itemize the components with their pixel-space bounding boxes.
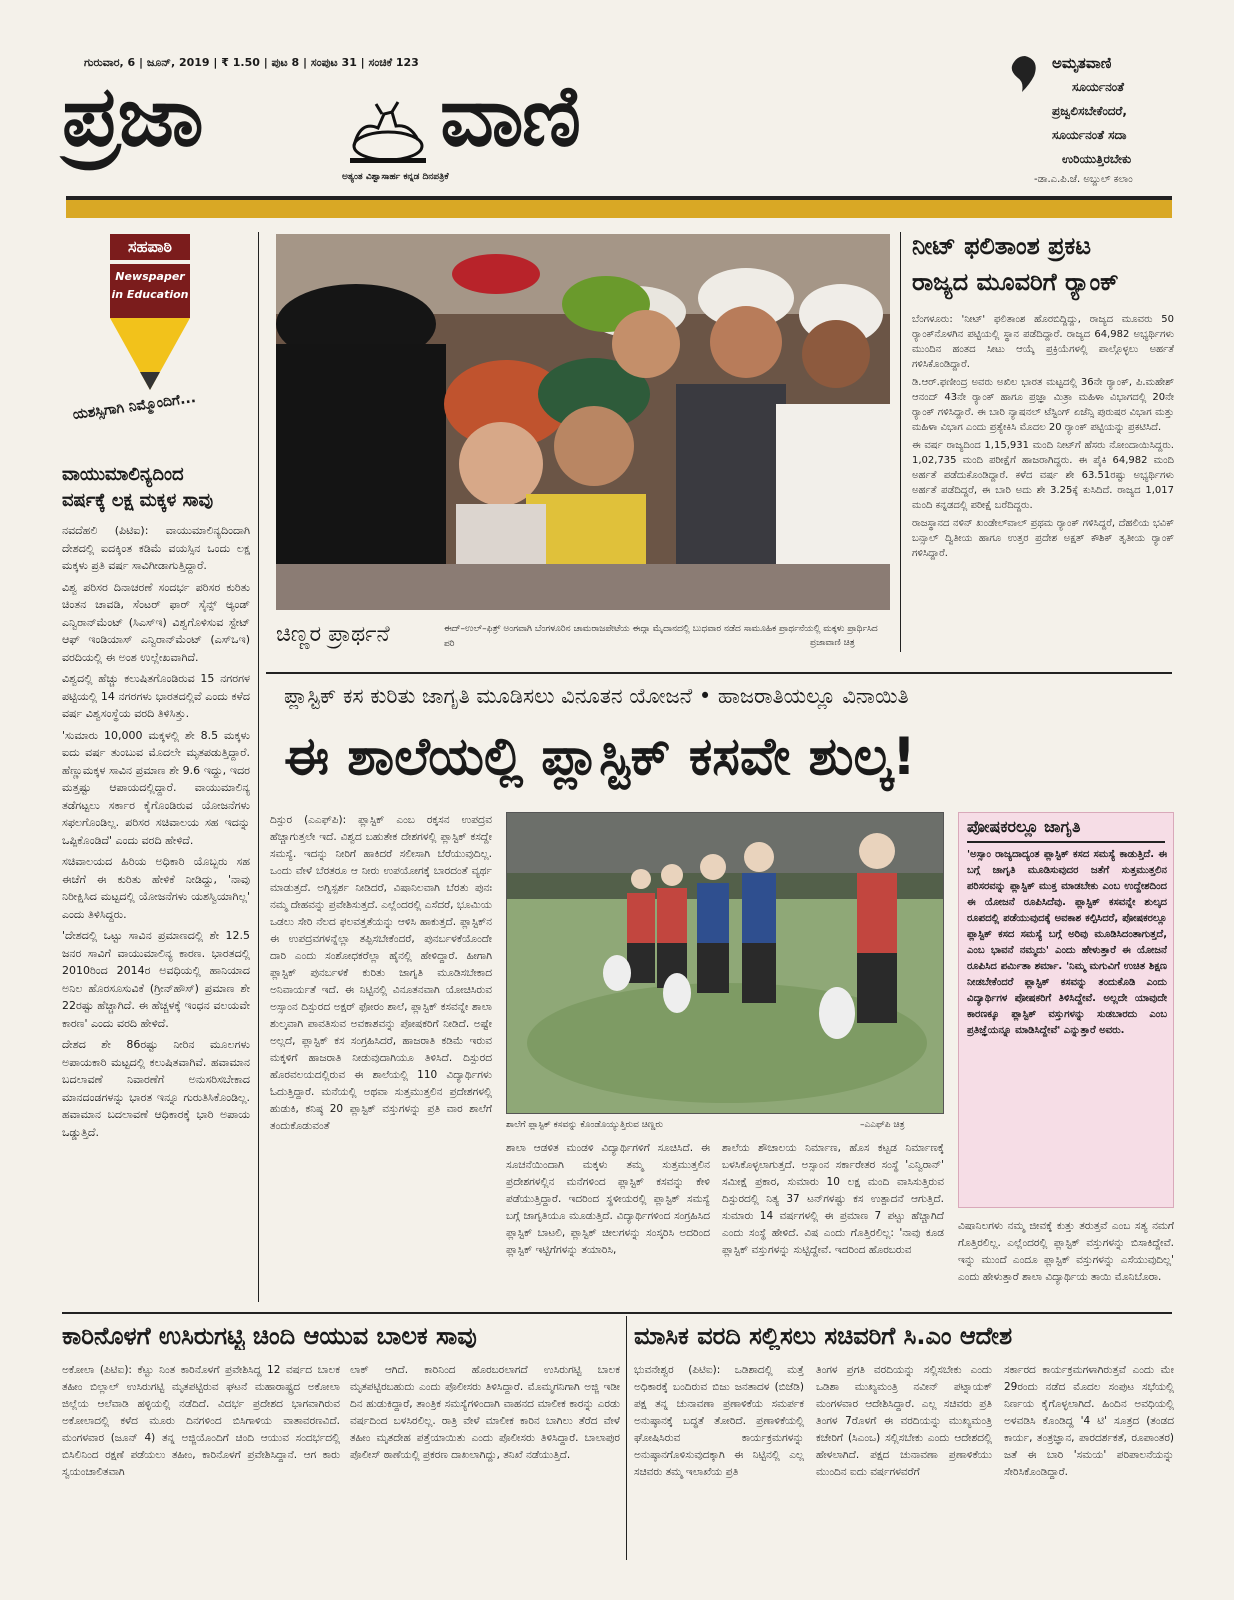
- quote-line-2: ಪ್ರಜ್ವಲಿಸಬೇಕೆಂದರೆ,: [1052, 104, 1127, 118]
- sidebar-rule: [967, 841, 1165, 843]
- pollution-paragraph: ನವದೆಹಲಿ (ಪಿಟಿಐ): ವಾಯುಮಾಲಿನ್ಯದಿಂದಾಗಿ ದೇಶದಲ್ಲಿ ಐದಕ್ಕಿಂತ ಕಡಿಮೆ ವಯಸ್ಸಿನ ಒಂದು ಲಕ್ಷ ಮಕ್ಕಳು ಪ್ರತಿ ವರ್ಷ ಸಾವಿಗೀಡಾಗುತ್ತಿದ್ದಾರೆ.: [62, 524, 250, 572]
- plastic-headline: ಈ ಶಾಲೆಯಲ್ಲಿ ಪ್ಲಾಸ್ಟಿಕ್ ಕಸವೇ ಶುಲ್ಕ!: [284, 727, 916, 787]
- sahapati-logo: [62, 234, 252, 454]
- quote-author: -ಡಾ.ಎ.ಪಿ.ಜೆ. ಅಬ್ದುಲ್ ಕಲಾಂ: [1034, 174, 1133, 185]
- pollution-paragraph: 'ಸುಮಾರು 10,000 ಮಕ್ಕಳಲ್ಲಿ ಶೇ 8.5 ಮಕ್ಕಳು ಐದು ವರ್ಷ ತುಂಬುವ ಮೊದಲೇ ಮೃತಪಡುತ್ತಿದ್ದಾರೆ. ಹೆಣ್ಣುಮಕ್ಕಳ ಸಾವಿನ ಪ್ರಮಾಣ ಶೇ 9.6 ಇದ್ದು, ಇದರ ಮತ್ತಷ್ಟು ಆಪಾಯದಲ್ಲಿದ್ದಾರೆ. ವಾಯುಮಾಲಿನ್ಯ ತಡೆಗಟ್ಟಲು ಸರ್ಕಾರ ಕೈಗೊಂಡಿರುವ ಯೋಜನೆಗಳು ಸಫಲಗೊಂಡಿಲ್ಲ. ಪರಿಸರ ಸಚಿವಾಲಯ ಸಹ ಇದನ್ನು ಒಪ್ಪಿಕೊಂಡಿದೆ' ಎಂದು ವರದಿ ಹೇಳಿದೆ.: [62, 728, 250, 847]
- section-rule: [62, 1312, 1172, 1314]
- plastic-article-col2: ಶಾಲಾ ಆಡಳಿತ ಮಂಡಳಿ ವಿದ್ಯಾರ್ಥಿಗಳಿಗೆ ಸೂಚಿಸಿದೆ. ಈ ಸೂಚನೆಯಿಂದಾಗಿ ಮಕ್ಕಳು ತಮ್ಮ ಸುತ್ತಮುತ್ತಲಿನ ಪ್ರದೇಶಗಳಲ್ಲಿನ ಮನೆಗಳಿಂದ ಪ್ಲಾಸ್ಟಿಕ್ ಕಸವನ್ನು ಕೇಳಿ ಪಡೆಯುತ್ತಿದ್ದಾರೆ. ಇದರಿಂದ ಸ್ಥಳೀಯರಲ್ಲಿ ಪ್ಲಾಸ್ಟಿಕ್ ಸಮಸ್ಯೆ ಬಗ್ಗೆ ಜಾಗೃತಿಯೂ ಮೂಡುತ್ತಿದೆ. ವಿದ್ಯಾರ್ಥಿಗಳಿಂದ ಸಂಗ್ರಹಿಸಿದ ಪ್ಲಾಸ್ಟಿಕ್ ಬಾಟಲಿ, ಪ್ಲಾಸ್ಟಿಕ್ ಚೀಲಗಳನ್ನು ಸಂಸ್ಕರಿಸಿ ಅದರಿಂದ ಪ್ಲಾಸ್ಟಿಕ್ ಇಟ್ಟಿಗೆಗಳನ್ನು ತಯಾರಿಸಿ,: [506, 1142, 710, 1256]
- dateline: ಗುರುವಾರ, 6 | ಜೂನ್, 2019 | ₹ 1.50 | ಪುಟ 8 | ಸಂಪುಟ 31 | ಸಂಚಿಕೆ 123: [84, 56, 419, 69]
- sahapati-slogan: ಯಶಸ್ಸಿಗಾಗಿ ನಿಮ್ಮೊಂದಿಗೆ...: [71, 390, 197, 424]
- nandi-logo: [340, 100, 435, 168]
- pollution-paragraph: ವಿಶ್ವದಲ್ಲಿ ಹೆಚ್ಚು ಕಲುಷಿತಗೊಂಡಿರುವ 15 ನಗರಗಳ ಪಟ್ಟಿಯಲ್ಲಿ 14 ನಗರಗಳು ಭಾರತದಲ್ಲಿವೆ ಎಂದು ಕಳೆದ ವರ್ಷ ವಿಶ್ವಸಂಸ್ಥೆಯ ವರದಿ ತಿಳಿಸಿತ್ತು.: [62, 672, 250, 720]
- cm-article-col2: ತಿಂಗಳ ಪ್ರಗತಿ ವರದಿಯನ್ನು ಸಲ್ಲಿಸಬೇಕು ಎಂದು ಒಡಿಶಾ ಮುಖ್ಯಮಂತ್ರಿ ನವೀನ್ ಪಟ್ನಾಯಕ್ ಮಂಗಳವಾರ ಆದೇಶಿಸಿದ್ದಾರೆ. ಎಲ್ಲ ಸಚಿವರು ಪ್ರತಿ ತಿಂಗಳ 7ರೊಳಗೆ ಈ ವರದಿಯನ್ನು ಮುಖ್ಯಮಂತ್ರಿ ಕಚೇರಿಗೆ (ಸಿಎಂಒ) ಸಲ್ಲಿಸಬೇಕು ಎಂದು ಆದೇಶದಲ್ಲಿ ಹೇಳಲಾಗಿದೆ. ಪಕ್ಷದ ಚುನಾವಣಾ ಪ್ರಣಾಳಿಕೆಯು ಮುಂದಿನ ಐದು ವರ್ಷಗಳವರೆಗೆ: [816, 1364, 992, 1478]
- school-children-photo: [506, 812, 944, 1114]
- quote-line-3: ಸೂರ್ಯನಂತೆ ಸದಾ: [1052, 128, 1127, 142]
- prayer-caption: ಈದ್–ಉಲ್–ಫಿತ್ರ್ ಅಂಗವಾಗಿ ಬೆಂಗಳೂರಿನ ಚಾಮರಾಜಪೇಟೆಯ ಈದ್ಗಾ ಮೈದಾನದಲ್ಲಿ ಬುಧವಾರ ನಡೆದ ಸಾಮೂಹಿಕ ಪ್ರಾರ್ಥನೆಯಲ್ಲಿ ಮಕ್ಕಳು ಪ್ರಾರ್ಥಿಸಿದ ಪರಿ: [444, 624, 878, 649]
- newspaper-title-right: ವಾಣಿ: [440, 67, 580, 165]
- plastic-kicker: ಪ್ಲಾಸ್ಟಿಕ್ ಕಸ ಕುರಿತು ಜಾಗೃತಿ ಮೂಡಿಸಲು ವಿನೂತನ ಯೋಜನೆ • ಹಾಜರಾತಿಯಲ್ಲೂ ವಿನಾಯಿತಿ: [284, 684, 909, 708]
- neet-headline-1: ನೀಟ್ ಫಲಿತಾಂಶ ಪ್ರಕಟ: [912, 232, 1092, 260]
- car-headline: ಕಾರಿನೊಳಗೆ ಉಸಿರುಗಟ್ಟಿ ಚಿಂದಿ ಆಯುವ ಬಾಲಕ ಸಾವು: [62, 1322, 477, 1350]
- school-photo-caption: ಶಾಲೆಗೆ ಪ್ಲಾಸ್ಟಿಕ್ ಕಸವನ್ನು ಕೊಂಡೊಯ್ಯುತ್ತಿರುವ ಚಿಣ್ಣರು: [506, 1120, 664, 1130]
- cm-headline: ಮಾಸಿಕ ವರದಿ ಸಲ್ಲಿಸಲು ಸಚಿವರಿಗೆ ಸಿ.ಎಂ ಆದೇಶ: [634, 1322, 1013, 1350]
- pollution-paragraph: 'ದೇಶದಲ್ಲಿ ಒಟ್ಟು ಸಾವಿನ ಪ್ರಮಾಣದಲ್ಲಿ ಶೇ 12.5 ಜನರ ಸಾವಿಗೆ ವಾಯುಮಾಲಿನ್ಯ ಕಾರಣ. ಭಾರತದಲ್ಲಿ 2010ರಿಂದ 2014ರ ಅವಧಿಯಲ್ಲಿ ಹಾನಿಯಾದ ಅನಿಲ ಹೊರಸೂಸುವಿಕೆ (ಗ್ರೀನ್‌ಹೌಸ್) ಪ್ರಮಾಣ ಶೇ 22ರಷ್ಟು ಹೆಚ್ಚಾಗಿದೆ. ಈ ಹೆಚ್ಚಳಕ್ಕೆ ಇಂಧನ ವಲಯವೇ ಕಾರಣ' ಎಂದು ವರದಿ ಹೇಳಿದೆ.: [62, 929, 250, 1030]
- sidebar-title: ಪೋಷಕರಲ್ಲೂ ಜಾಗೃತಿ: [967, 817, 1081, 836]
- sahapati-title: ಸಹಪಾಠಿ: [110, 234, 190, 260]
- pollution-paragraph: ವಿಶ್ವ ಪರಿಸರ ದಿನಾಚರಣೆ ಸಂದರ್ಭ ಪರಿಸರ ಕುರಿತು ಚಿಂತನ ಚಾವಡಿ, ಸೆಂಟರ್ ಫಾರ್ ಸೈನ್ಸ್ ಆ್ಯಂಡ್ ಎನ್ವಿರಾನ್‌ಮೆಂಟ್ (ಸಿಎಸ್ಇ) ವಿಶ್ವಗೊಳಿಸುವ ಸ್ಟೇಟ್ ಆಫ್ ಇಂಡಿಯಾಸ್ ಎನ್ವಿರಾನ್‌ಮೆಂಟ್ (ಎಸ್‌ಒಇ) ವರದಿಯಲ್ಲಿ ಈ ಅಂಶ ಉಲ್ಲೇಖವಾಗಿದೆ.: [62, 580, 250, 664]
- neet-paragraph: ಈ ವರ್ಷ ರಾಜ್ಯದಿಂದ 1,15,931 ಮಂದಿ ನೀಟ್‌ಗೆ ಹೆಸರು ನೋಂದಾಯಿಸಿದ್ದರು. 1,02,735 ಮಂದಿ ಪರೀಕ್ಷೆಗೆ ಹಾಜರಾಗಿದ್ದರು. ಈ ಪೈಕಿ 64,982 ಮಂದಿ ಅರ್ಹತೆ ಪಡೆದುಕೊಂಡಿದ್ದಾರೆ. ಕಳೆದ ವರ್ಷ ಶೇ 63.51ರಷ್ಟು ಅಭ್ಯರ್ಥಿಗಳು ಅರ್ಹತೆ ಪಡೆದಿದ್ದರೆ, ಈ ಬಾರಿ ಅದು ಶೇ 3.25ಕ್ಕೆ ಕುಸಿದಿದೆ. ರಾಜ್ಯದ 1,017 ಮಂದಿ ಕನ್ನಡದಲ್ಲಿ ಪರೀಕ್ಷೆ ಬರೆದಿದ್ದರು.: [912, 440, 1174, 511]
- section-rule: [266, 672, 1172, 674]
- neet-article: [912, 312, 1174, 664]
- prayer-photo: [276, 234, 890, 610]
- school-photo-credit: –ಎಎಫ್‌ಪಿ ಚಿತ್ರ: [860, 1120, 905, 1130]
- car-article-col1: ಅಕೋಲಾ (ಪಿಟಿಐ): ಕೆಟ್ಟು ನಿಂತ ಕಾರಿನೊಳಗೆ ಪ್ರವೇಶಿಸಿದ್ದ 12 ವರ್ಷದ ಬಾಲಕ ತಹೀಂ ಬಿಲ್ಲಾಲ್ ಉಸಿರುಗಟ್ಟಿ ಮೃತಪಟ್ಟಿರುವ ಘಟನೆ ಮಹಾರಾಷ್ಟ್ರದ ಅಕೋಲಾ ಜಿಲ್ಲೆಯ ಆಲೆವಾಡಿ ಹಳ್ಳಿಯಲ್ಲಿ ನಡೆದಿದೆ. ವಿದರ್ಭ ಪ್ರದೇಶದ ಭಾಗವಾಗಿರುವ ಅಕೋಲಾದಲ್ಲಿ ಕಳೆದ ಮೂರು ದಿನಗಳಿಂದ ಬಿಸಿಗಾಳಿಯ ವಾತಾವರಣವಿದೆ. ಮಂಗಳವಾರ (ಜೂನ್ 4) ತನ್ನ ಅಜ್ಜಿಯೊಂದಿಗೆ ಚಿಂದಿ ಆಯುವ ಸಂದರ್ಭದಲ್ಲಿ ಬಿಸಿಲಿನಿಂದ ರಕ್ಷಣೆ ಪಡೆಯಲು ತಹೀಂ, ಕಾರಿನೊಳಗೆ ಪ್ರವೇಶಿಸಿದ್ದಾನೆ. ಆಗ ಕಾರು ಸ್ವಯಂಚಾಲಿತವಾಗಿ: [62, 1364, 340, 1478]
- quote-line-1: ಸೂರ್ಯನಂತೆ: [1072, 80, 1124, 94]
- pollution-headline-1: ವಾಯುಮಾಲಿನ್ಯದಿಂದ: [62, 464, 184, 485]
- quote-title: ಅಮೃತವಾಣಿ: [1052, 54, 1112, 72]
- pollution-paragraph: ಸಚಿವಾಲಯದ ಹಿರಿಯ ಅಧಿಕಾರಿ ಯೊಬ್ಬರು ಸಹ ಈಚೆಗೆ ಈ ಕುರಿತು ಹೇಳಿಕೆ ನೀಡಿದ್ದು, 'ನಾವು ನಿರೀಕ್ಷಿಸಿದ ಮಟ್ಟದಲ್ಲಿ ಯೋಜನೆಗಳು ಯಶಸ್ವಿಯಾಗಿಲ್ಲ' ಎಂದು ತಿಳಿಸಿದ್ದರು.: [62, 855, 250, 921]
- neet-paragraph: ರಾಜಸ್ಥಾನದ ನಳಿನ್ ಖಂಡೇಲ್‌ವಾಲ್ ಪ್ರಥಮ ರ‍್ಯಾಂಕ್ ಗಳಿಸಿದ್ದರೆ, ದೆಹಲಿಯ ಭವಿಕ್ ಬನ್ಸಾಲ್ ದ್ವಿತೀಯ ಹಾಗೂ ಉತ್ತರ ಪ್ರದೇಶ ಅಕ್ಷತ್ ಕೌಶಿಕ್ ತೃತೀಯ ರ‍್ಯಾಂಕ್ ಗಳಿಸಿದ್ದಾರೆ.: [912, 518, 1174, 559]
- plastic-article-col4: ವಿಷಾನಿಲಗಳು ನಮ್ಮ ಜೀವಕ್ಕೆ ಕುತ್ತು ತರುತ್ತವೆ ಎಂಬ ಸತ್ಯ ನಮಗೆ ಗೊತ್ತಿರಲಿಲ್ಲ. ಎಲ್ಲೆಂದರಲ್ಲಿ ಪ್ಲಾಸ್ಟಿಕ್ ವಸ್ತುಗಳನ್ನು ಬಿಸಾಕಿದ್ದೇವೆ. ಇನ್ನು ಮುಂದೆ ಎಂದೂ ಪ್ಲಾಸ್ಟಿಕ್ ವಸ್ತುಗಳನ್ನು ಎಸೆಯುವುದಿಲ್ಲ' ಎಂದು ಹೇಳುತ್ತಾರೆ ಶಾಲಾ ವಿದ್ಯಾರ್ಥಿಯ ತಾಯಿ ಮೊನಿಬೊರಾ.: [958, 1220, 1174, 1283]
- tagline: ಅತ್ಯಂತ ವಿಶ್ವಾಸಾರ್ಹ ಕನ್ನಡ ದಿನಪತ್ರಿಕೆ: [342, 172, 449, 182]
- pollution-headline-2: ವರ್ಷಕ್ಕೆ ಲಕ್ಷ ಮಕ್ಕಳ ಸಾವು: [62, 490, 214, 511]
- plastic-article-col1: ದಿಸ್ಪುರ (ಎಎಫ್‌ಪಿ): ಪ್ಲಾಸ್ಟಿಕ್ ಎಂಬ ರಕ್ಕಸನ ಉಪದ್ರವ ಹೆಚ್ಚಾಗುತ್ತಲೇ ಇದೆ. ವಿಶ್ವದ ಬಹುತೇಕ ದೇಶಗಳಲ್ಲಿ ಪ್ಲಾಸ್ಟಿಕ್ ಕಸದ್ದೇ ಸಮಸ್ಯೆ. ಇದನ್ನು ನೀರಿಗೆ ಹಾಕಿದರೆ ಸಲೀಸಾಗಿ ಬೆರೆಯುವುದಿಲ್ಲ. ಒಂದು ವೇಳೆ ಬೆರತರೂ ಆ ನೀರು ಉಪಯೋಗಕ್ಕೆ ಬಾರದಂತೆ ವ್ಯರ್ಥ ಮಾಡುತ್ತದೆ. ಅಗ್ನಿಸ್ಪರ್ಶ ನೀಡಿದರೆ, ವಿಷಾನಿಲವಾಗಿ ಬೆರತು ಪುನಃ ನಮ್ಮ ದೇಹವನ್ನು ಪ್ರವೇಶಿಸುತ್ತದೆ. ಎಲ್ಲೆಂದರಲ್ಲಿ ಎಸೆದರೆ, ಭೂಮಿಯ ಒಡಲು ಸೇರಿ ನೆಲದ ಫಲವತ್ತತೆಯನ್ನು ಆಳಿಸಿ ಹಾಕುತ್ತದೆ. ಪ್ಲಾಸ್ಟಿಕ್‌ನ ಈ ಉಪದ್ರವಗಳನ್ನೆಲ್ಲಾ ತಪ್ಪಿಸಬೇಕೆಂದರೆ, ಪುನರ್ಬಳಕೆಯೊಂದೇ ದಾರಿ ಎಂದು ಸಂಶೋಧಕರೆಲ್ಲಾ ಹೈನಲ್ಲಿ ಹೇಳಿದ್ದಾರೆ. ಹೀಗಾಗಿ ಪ್ಲಾಸ್ಟಿಕ್ ಪುನರ್ಬಳಕೆ ಕುರಿತು ಜಾಗೃತಿ ಮೂಡಿಸಬೇಕಾದ ಅನಿವಾರ್ಯತೆ ಇದೆ. ಈ ನಿಟ್ಟಿನಲ್ಲಿ ವಿನೂತನವಾಗಿ ಯೋಚಿಸಿರುವ ಅಸ್ಸಾಂನ ದಿಸ್ಪುರದ ಅಕ್ಷರ್ ಫೋರಂ ಶಾಲೆ, ಪ್ಲಾಸ್ಟಿಕ್ ಕಸವನ್ನೇ ಶಾಲಾ ಶುಲ್ಕವಾಗಿ ಪಾವತಿಸುವ ಅವಕಾಶವನ್ನು ಪೋಷಕರಿಗೆ ನೀಡಿದೆ. ಅಷ್ಟೇ ಅಲ್ಲದೆ, ಪ್ಲಾಸ್ಟಿಕ್ ಕಸ ಸಂಗ್ರಹಿಸಿದರೆ, ಹಾಜರಾತಿ ಕಡಿಮೆ ಇರುವ ಮಕ್ಕಳಿಗೆ ಹಾಜರಾತಿ ನೀಡುವುದಾಗಿಯೂ ತಿಳಿಸಿದೆ. ದಿಸ್ಪುರದ ಹೊರವಲಯದಲ್ಲಿರುವ ಈ ಶಾಲೆಯಲ್ಲಿ 110 ವಿದ್ಯಾರ್ಥಿಗಳು ಓದುತ್ತಿದ್ದಾರೆ. ಮನೆಯಲ್ಲಿ ಅಥವಾ ಸುತ್ತಮುತ್ತಲಿನ ಪ್ರದೇಶಗಳಲ್ಲಿ ಹುಡುಕಿ, ಕನಿಷ್ಠ 20 ಪ್ಲಾಸ್ಟಿಕ್ ವಸ್ತುಗಳನ್ನು ಪ್ರತಿ ವಾರ ಶಾಲೆಗೆ ತಂದುಕೊಡುವಂತೆ: [270, 814, 492, 1132]
- masthead: [62, 40, 1172, 220]
- column-divider: [626, 1316, 627, 1560]
- prayer-photo-credit: ಪ್ರಜಾವಾಣಿ ಚಿತ್ರ: [810, 638, 855, 648]
- car-article-col2: ಲಾಕ್ ಆಗಿದೆ. ಕಾರಿನಿಂದ ಹೊರಬರಲಾಗದೆ ಉಸಿರುಗಟ್ಟಿ ಬಾಲಕ ಮೃತಪಟ್ಟಿರಬಹುದು ಎಂದು ಪೊಲೀಸರು ತಿಳಿಸಿದ್ದಾರೆ. ಮೊಮ್ಮಗನಿಗಾಗಿ ಅಜ್ಜಿ ಇಡೀ ದಿನ ಹುಡುಕಿದ್ದಾರೆ, ತಾಂತ್ರಿಕ ಸಮಸ್ಯೆಗಳಿಂದಾಗಿ ವಾಹನದ ಮಾಲೀಕ ಕಾರನ್ನು ಎರಡು ವರ್ಷದಿಂದ ಬಳಸಿರಲಿಲ್ಲ. ರಾತ್ರಿ ವೇಳೆ ಮಾಲೀಕ ಕಾರಿನ ಬಾಗಿಲು ತೆರೆದ ವೇಳೆ ತಹೀಂ ಮೃತದೇಹ ಪತ್ತೆಯಾಯಿತು ಎಂದು ಪೊಲೀಸರು ತಿಳಿಸಿದ್ದಾರೆ. ಬಾಲಾಪುರ ಪೊಲೀಸ್ ಠಾಣೆಯಲ್ಲಿ ಪ್ರಕರಣ ದಾಖಲಾಗಿದ್ದು, ತನಿಖೆ ನಡೆಯುತ್ತಿದೆ.: [350, 1364, 620, 1461]
- pollution-paragraph: ದೇಶದ ಶೇ 86ರಷ್ಟು ನೀರಿನ ಮೂಲಗಳು ಅಪಾಯಕಾರಿ ಮಟ್ಟದಲ್ಲಿ ಕಲುಷಿತವಾಗಿವೆ. ಹವಾಮಾನ ಬದಲಾವಣೆ ನಿವಾರಣೆಗೆ ಅನುಸರಿಸಬೇಕಾದ ಮಾನದಂಡಗಳನ್ನು ಭಾರತ ಇನ್ನೂ ಗುರುತಿಸಿಕೊಂಡಿಲ್ಲ. ಹವಾಮಾನ ಬದಲಾವಣೆ ಆಧಿಕಾರಕ್ಕೆ ಭಾರಿ ಅಪಾಯ ಒಡ್ಡುತ್ತಿದೆ.: [62, 1038, 250, 1139]
- parents-sidebar: [958, 812, 1174, 1208]
- plastic-article-col3: ಶಾಲೆಯ ಶೌಚಾಲಯ ನಿರ್ಮಾಣ, ಹೊಸ ಕಟ್ಟಡ ನಿರ್ಮಾಣಕ್ಕೆ ಬಳಸಿಕೊಳ್ಳಲಾಗುತ್ತದೆ. ಅಸ್ಸಾಂನ ಸರ್ಕಾರೇತರ ಸಂಸ್ಥೆ 'ಎನ್ವಿರಾನ್' ಸಮೀಕ್ಷೆ ಪ್ರಕಾರ, ಸುಮಾರು 10 ಲಕ್ಷ ಮಂದಿ ವಾಸಿಸುತ್ತಿರುವ ದಿಸ್ಪುರದಲ್ಲಿ ನಿತ್ಯ 37 ಟನ್‌ಗಳಷ್ಟು ಕಸ ಉತ್ಪಾದನೆ ಆಗುತ್ತಿದೆ. ಸುಮಾರು 14 ವರ್ಷಗಳಲ್ಲಿ ಈ ಪ್ರಮಾಣ 7 ಪಟ್ಟು ಹೆಚ್ಚಾಗಿದೆ ಎಂದು ಸಂಸ್ಥೆ ಹೇಳಿದೆ. ವಿಷ ಎಂದು ಗೊತ್ತಿರಲಿಲ್ಲ: 'ನಾವು ಕೂಡ ಪ್ಲಾಸ್ಟಿಕ್ ವಸ್ತುಗಳನ್ನು ಸುಟ್ಟಿದ್ದೇವೆ. ಇದರಿಂದ ಹೊರಬರುವ: [722, 1142, 944, 1256]
- cm-article-col3: ಸರ್ಕಾರದ ಕಾರ್ಯಕ್ರಮಗಳಾಗಿರುತ್ತವೆ ಎಂದು ಮೇ 29ರಂದು ನಡೆದ ಮೊದಲ ಸಂಪುಟ ಸಭೆಯಲ್ಲಿ ನಿರ್ಣಯ ಕೈಗೊಳ್ಳಲಾಗಿದೆ. ಹಿಂದಿನ ಅವಧಿಯಲ್ಲಿ ಅಳವಡಿಸಿ ಕೊಂಡಿದ್ದ '4 ಟಿ' ಸೂತ್ರದ (ತಂಡದ ಕಾರ್ಯ, ತಂತ್ರಜ್ಞಾನ, ಪಾರದರ್ಶಕತೆ, ರೂಪಾಂತರ) ಜತೆ ಈ ಬಾರಿ 'ಸಮಯ' ಪರಿಪಾಲನೆಯನ್ನು ಸೇರಿಸಿಕೊಂಡಿದ್ದಾರೆ.: [1004, 1364, 1174, 1478]
- pencil-icon: [110, 318, 190, 394]
- masthead-gold-bar: [66, 200, 1172, 218]
- cm-article-col1: ಭುವನೇಶ್ವರ (ಪಿಟಿಐ): ಒಡಿಶಾದಲ್ಲಿ ಮತ್ತೆ ಅಧಿಕಾರಕ್ಕೆ ಬಂದಿರುವ ಬಿಜು ಜನತಾದಳ (ಬಿಜೆಡಿ) ಪಕ್ಷ ತನ್ನ ಚುನಾವಣಾ ಪ್ರಣಾಳಿಕೆಯ ಸಮರ್ಪಕ ಅನುಷ್ಠಾನಕ್ಕೆ ಬದ್ಧತೆ ತೋರಿದೆ. ಪ್ರಣಾಳಿಕೆಯಲ್ಲಿ ಘೋಷಿಸಿರುವ ಕಾರ್ಯಕ್ರಮಗಳನ್ನು ಅನುಷ್ಠಾನಗೊಳಿಸುವುದಕ್ಕಾಗಿ ಈ ನಿಟ್ಟಿನಲ್ಲಿ ಎಲ್ಲ ಸಚಿವರು ತಮ್ಮ ಇಲಾಖೆಯ ಪ್ರತಿ: [634, 1364, 804, 1478]
- sahapati-subtitle: Newspaper in Education: [110, 264, 190, 318]
- column-divider: [258, 232, 259, 1302]
- sidebar-text: 'ಅಸ್ಸಾಂ ರಾಜ್ಯದಾದ್ಯಂತ ಪ್ಲಾಸ್ಟಿಕ್ ಕಸದ ಸಮಸ್ಯೆ ಕಾಡುತ್ತಿದೆ. ಈ ಬಗ್ಗೆ ಜಾಗೃತಿ ಮೂಡಿಸುವುದರ ಜತೆಗೆ ಸುತ್ತಮುತ್ತಲಿನ ಪರಿಸರವನ್ನು ಪ್ಲಾಸ್ಟಿಕ್ ಮುಕ್ತ ಮಾಡಬೇಕು ಎಂಬ ಉದ್ದೇಶದಿಂದ ಈ ಯೋಜನೆ ರೂಪಿಸಿದೆವು. ಪ್ಲಾಸ್ಟಿಕ್ ಕಸವನ್ನೇ ಶುಲ್ಕದ ರೂಪದಲ್ಲಿ ಪಡೆಯುವುದಕ್ಕೆ ಅವಕಾಶ ಕಲ್ಪಿಸಿದರೆ, ಪೋಷಕರಲ್ಲೂ ಪ್ಲಾಸ್ಟಿಕ್ ಕಸದ ಸಮಸ್ಯೆ ಬಗ್ಗೆ ಅರಿವು ಮೂಡಿಸಿದಂತಾಗುತ್ತದೆ, ಎಂಬ ಭಾವನೆ ನಮ್ಮದು' ಎಂದು ಹೇಳುತ್ತಾರೆ ಈ ಯೋಜನೆ ರೂಪಿಸಿದ ಪರ್ಮಿತಾ ಶರ್ಮಾ. 'ನಿಮ್ಮ ಮಗುವಿಗೆ ಉಚಿತ ಶಿಕ್ಷಣ ನೀಡಬೇಕೆಂದರೆ ಪ್ಲಾಸ್ಟಿಕ್ ಕಸವನ್ನು ತಂದುಕೊಡಿ ಎಂದು ವಿದ್ಯಾರ್ಥಿಗಳ ಪೋಷಕರಿಗೆ ತಿಳಿಸಿದ್ದೇವೆ. ಅಲ್ಲದೇ ಯಾವುದೇ ಕಾರಣಕ್ಕೂ ಪ್ಲಾಸ್ಟಿಕ್ ವಸ್ತುಗಳನ್ನು ಸುಡಬಾರದು ಎಂಬ ಪ್ರತಿಜ್ಞೆಯನ್ನೂ ಮಾಡಿಸಿದ್ದೇವೆ' ಎನ್ನುತ್ತಾರೆ ಅವರು.: [967, 849, 1167, 1036]
- neet-paragraph: ಡಿ.ಆರ್.ಫಣೀಂದ್ರ ಅವರು ಅಖಿಲ ಭಾರತ ಮಟ್ಟದಲ್ಲಿ 36ನೇ ರ‍್ಯಾಂಕ್, ಪಿ.ಮಹೇಶ್ ಆನಂದ್ 43ನೇ ರ‍್ಯಾಂಕ್ ಹಾಗೂ ಪ್ರಜ್ಞಾ ಮಿತ್ರಾ ಮಹಿಳಾ ವಿಭಾಗದಲ್ಲಿ 20ನೇ ರ‍್ಯಾಂಕ್ ಗಳಿಸಿದ್ದಾರೆ. ಈ ಬಾರಿ ನ್ಯಾಷನಲ್ ಟೆಸ್ಟಿಂಗ್ ಏಜೆನ್ಸಿ ಪುರುಷರ ವಿಭಾಗ ಮತ್ತು ಮಹಿಳಾ ವಿಭಾಗ ಎಂದು ಪ್ರತ್ಯೇಕಿಸಿ ಮೊದಲ 20 ರ‍್ಯಾಂಕ್ ಪಟ್ಟಿಯನ್ನು ಪ್ರಕಟಿಸಿದೆ.: [912, 377, 1174, 433]
- newspaper-title-left: ಪ್ರಜಾ: [62, 67, 202, 165]
- quote-line-4: ಉರಿಯುತ್ತಿರಬೇಕು: [1062, 152, 1132, 166]
- pollution-article: [62, 522, 250, 1302]
- quote-icon: [1008, 54, 1042, 94]
- column-divider: [900, 232, 901, 652]
- neet-headline-2: ರಾಜ್ಯದ ಮೂವರಿಗೆ ರ‍್ಯಾಂಕ್: [912, 268, 1119, 296]
- neet-paragraph: ಬೆಂಗಳೂರು: 'ನೀಟ್' ಫಲಿತಾಂಶ ಹೊರಬಿದ್ದಿದ್ದು, ರಾಜ್ಯದ ಮೂವರು 50 ರ‍್ಯಾಂಕ್‌ನೊಳಗಿನ ಪಟ್ಟಿಯಲ್ಲಿ ಸ್ಥಾನ ಪಡೆದಿದ್ದಾರೆ. ರಾಜ್ಯದ 64,982 ಅಭ್ಯರ್ಥಿಗಳು ಮುಂದಿನ ಹಂತದ ಸೀಟು ಆಯ್ಕೆ ಪ್ರಕ್ರಿಯೆಗಳಲ್ಲಿ ಪಾಲ್ಗೊಳ್ಳಲು ಅರ್ಹತೆ ಗಳಿಸಿಕೊಂಡಿದ್ದಾರೆ.: [912, 314, 1174, 370]
- prayer-caption-title: ಚಿಣ್ಣರ ಪ್ರಾರ್ಥನೆ: [276, 622, 390, 647]
